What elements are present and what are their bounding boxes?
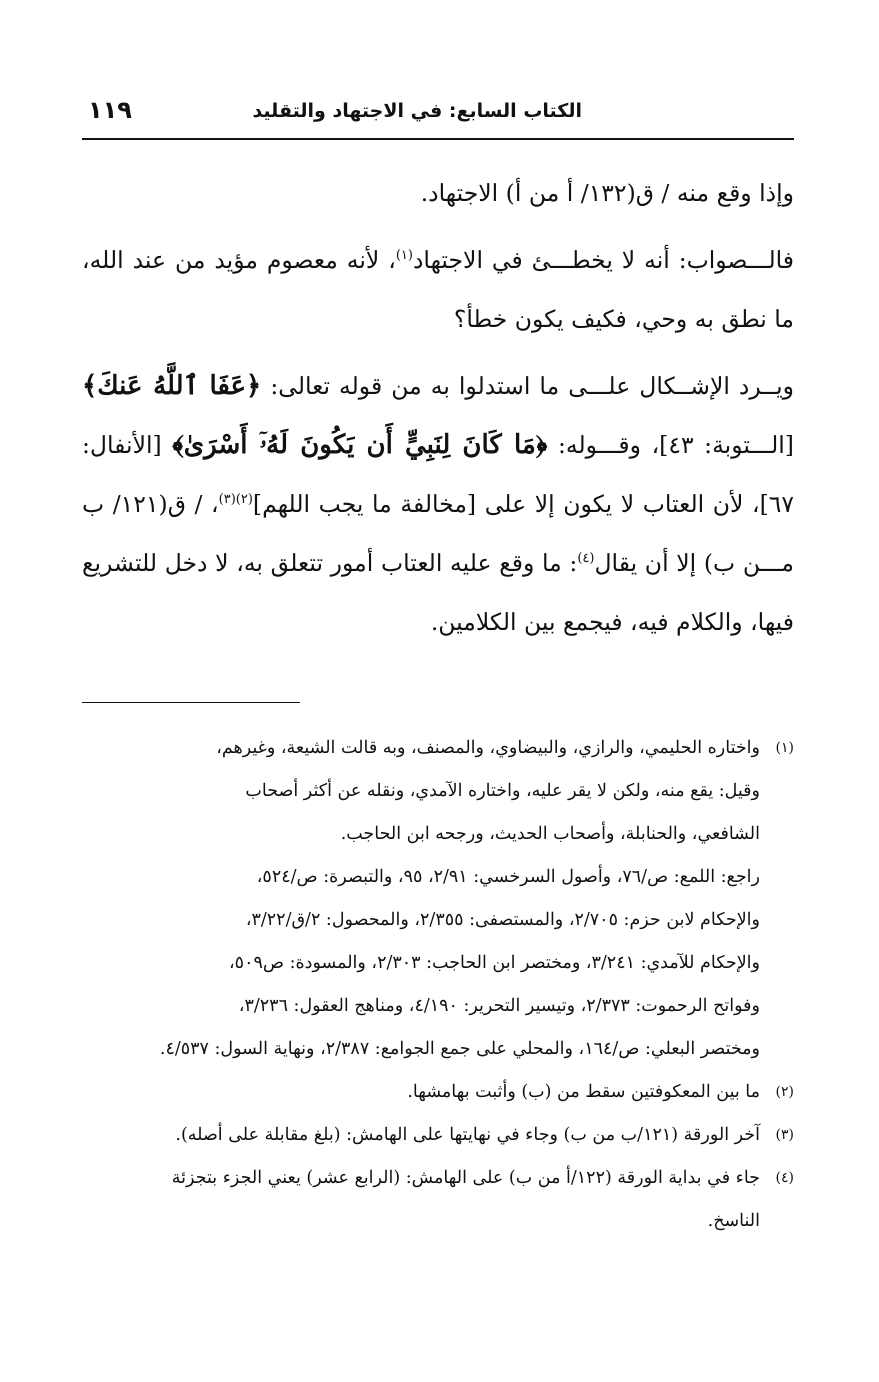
footnote-marker: (٢) [775,1084,794,1100]
footnote-2 [82,1071,794,1114]
footnote-line: الشافعي، والحنابلة، وأصحاب الحديث، ورجحه ابن الحاجب. [340,824,760,844]
footnote-line: ومختصر البعلي: ص/١٦٤، والمحلي على جمع الجوامع: ٢/٣٨٧، ونهاية السول: ٤/٥٣٧. [159,1039,760,1059]
footnote-line: واختاره الحليمي، والرازي، والبيضاوي، والمصنف، وبه قالت الشيعة، وغيرهم، [216,738,760,758]
footnotes [82,727,794,1243]
footnote-divider [82,702,300,703]
footnote-line: ما بين المعكوفتين سقط من (ب) وأثبت بهامشها. [407,1082,760,1102]
quran-verse-1: ﴿عَفَا ٱللَّهُ عَنكَ﴾ [82,371,262,401]
footnote-ref-1[interactable]: (١) [395,248,413,264]
page-number: ١١٩ [88,96,132,124]
footnote-line: جاء في بداية الورقة (١٢٢/أ من ب) على الهامش: (الرابع عشر) يعني الجزء بتجزئة [171,1168,760,1188]
paragraph-1 [82,164,794,223]
footnote-ref-3[interactable]: (٣) [218,492,236,508]
chapter-title: الكتاب السابع: في الاجتهاد والتقليد [252,100,582,122]
paragraph-2-before: فالـــصواب: أنه لا يخطـــئ في الاجتهاد [412,246,794,274]
paragraph-3-intro: ويــرد الإشــكال علـــى ما استدلوا به من قوله تعالى: [270,372,794,400]
paragraph-2-after: ، لأنه معصوم مؤيد من عند الله، ما نطق به وحي، فكيف يكون خطأ؟ [82,246,794,333]
footnote-line: راجع: اللمع: ص/٧٦، وأصول السرخسي: ٢/٩١، ٩٥، والتبصرة: ص/٥٢٤، [256,867,760,887]
paragraph-3-end: : ما وقع عليه العتاب أمور تتعلق به، لا دخل للتشريع فيها، والكلام فيه، فيجمع بين الكلامين. [82,549,794,636]
footnote-1 [82,727,794,1071]
quran-verse-2: ﴿مَا كَانَ لِنَبِيٍّ أَن يَكُونَ لَهُۥٓ أَسْرَىٰ﴾ [172,430,548,460]
citation-2: [الأنفال: ٦٧]، لأن العتاب لا يكون إلا على [مخالفة ما يجب اللهم] [82,431,795,518]
footnote-marker: (١) [775,740,794,756]
paragraph-1-text: وإذا وقع منه / ق(١٣٢/ أ من أ) الاجتهاد. [420,179,794,207]
footnote-line: وفواتح الرحموت: ٢/٣٧٣، وتيسير التحرير: ٤/١٩٠، ومناهج العقول: ٣/٢٣٦، [238,996,760,1016]
footnote-line: والإحكام لابن حزم: ٢/٧٠٥، والمستصفى: ٢/٣٥٥، والمحصول: ٢/ق/٣/٢٢، [245,910,760,930]
footnote-3 [82,1114,794,1157]
citation-1: [الـــتوبة: ٤٣]، وقـــوله: [557,431,794,459]
footnote-line: وقيل: يقع منه، ولكن لا يقر عليه، واختاره الآمدي، ونقله عن أكثر أصحاب [245,781,760,801]
footnote-ref-2[interactable]: (٢) [235,492,253,508]
footnote-marker: (٣) [775,1127,794,1143]
paragraph-2 [82,231,794,349]
footnote-line: آخر الورقة (١٢١/ب من ب) وجاء في نهايتها على الهامش: (بلغ مقابلة على أصله). [175,1125,760,1145]
footnote-ref-4[interactable]: (٤) [577,551,595,567]
main-text [82,164,794,652]
footnote-line: والإحكام للآمدي: ٣/٢٤١، ومختصر ابن الحاجب: ٢/٣٠٣، والمسودة: ص٥٠٩، [229,953,760,973]
book-page [82,92,794,1352]
paragraph-3-mid: ، / ق(١٢١/ ب مـــن ب) إلا أن يقال [82,490,794,577]
paragraph-3 [82,357,794,652]
footnote-marker: (٤) [775,1170,794,1186]
running-header [82,92,794,140]
footnote-4 [82,1157,794,1243]
footnote-line: الناسخ. [707,1211,760,1231]
